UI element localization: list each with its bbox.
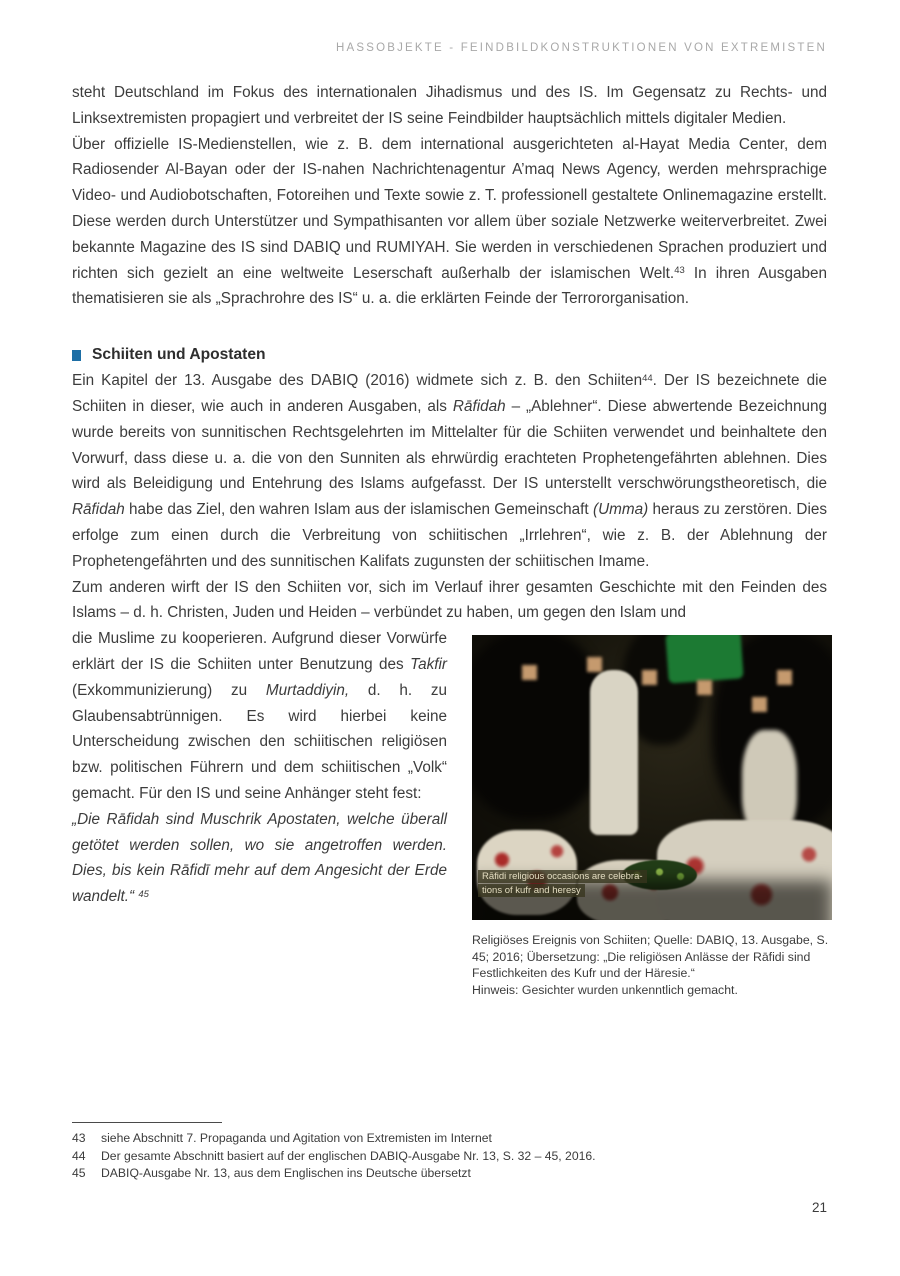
article-figure [472,626,832,998]
paragraph-intro: steht Deutschland im Fokus des internationalen Jihadismus und des IS. Im Gegensatz zu Rechts- und Linksextremisten propagiert und verbreitet der IS seine Feindbilder hauptsächlich mittels digitaler Medien. [72,84,827,127]
paragraph-dabiq: Ein Kapitel der 13. Ausgabe des DABIQ (2016) widmete sich z. B. den Schiiten$^{44}$. Der IS bezeichnete die Schiiten in dieser, wie auch in anderen Ausgaben, als Rāfidah – „Ablehner“. Diese abwertende Bezeichnung wurde bereits von sunnitischen Rechtsgelehrten im Mittelalter für die Schiiten verwendet und beinhaltete den Vorwurf, dass diese u. a. die von den Sunniten als ehrwürdig erachteten Prophetengefährten ablehnen. Dies wird als Beleidigung und Entehrung des Islams aufgefasst. Der IS unterstellt verschwörungstheoretisch, die Rāfidah habe das Ziel, den wahren Islam aus der islamischen Gemeinschaft (Umma) heraus zu zerstören. Dies erfolge zum einen durch die Verbreitung von schiitischen „Irrlehren“, wie z. B. der Ablehnung der Prophetengefährten und des sunnitischen Kalifats zugunsten der schiitischen Imame. [72,372,828,570]
quote-block: „Die Rāfidah sind Muschrik Apostaten, welche überall getötet werden sollen, wo sie angetroffen werden. Dies, bis kein Rāfidī mehr auf dem Angesicht der Erde wandelt.“ $^{45}$ [72,810,447,906]
photo-shape-green-flag [665,635,743,684]
photo-caption [472,932,832,998]
footnote-row [72,1130,827,1148]
text-image-row [72,626,827,998]
photo-shape-blurred-face [752,697,767,712]
left-text-column [72,626,447,910]
footnote-text: siehe Abschnitt 7. Propaganda und Agitation von Extremisten im Internet [101,1131,492,1145]
page-number: 21 [811,1200,827,1215]
paragraph-history-narrow: die Muslime zu kooperieren. Aufgrund dieser Vorwürfe erklärt der IS die Schiiten unter Benutzung des Takfir (Exkommunizierung) zu Murtaddiyin, d. h. zu Glaubensabtrünnigen. Es wird hierbei keine Unterscheidung zwischen den schiitischen religiösen bzw. politischen Führern und dem schiitischen „Volk“ gemacht. Für den IS und seine Anhänger steht fest: [72,630,448,802]
photo-shape-blurred-face [642,670,657,685]
photo-caption-main: Religiöses Ereignis von Schiiten; Quelle: DABIQ, 13. Ausgabe, S. 45; 2016; Übersetzung: „Die religiösen Anlässe der Rāfidi sind Festlichkeiten des Kufr und der Häresie.“ [472,933,829,981]
photo-shape-blurred-face [777,670,792,685]
footnote-row [72,1148,827,1166]
section-bullet-icon [72,350,81,361]
page-content [72,0,827,998]
footnote-number: 45 [72,1166,86,1180]
photo-caption-note: Hinweis: Gesichter wurden unkenntlich gemacht. [472,982,738,997]
photo-shape-blurred-face [522,665,537,680]
paragraph-history-full: Zum anderen wirft der IS den Schiiten vor, sich im Verlauf ihrer gesamten Geschichte mit den Feinden des Islams – d. h. Christen, Juden und Heiden – verbündet zu haben, um gegen den Islam und [72,578,827,622]
footnote-row [72,1165,827,1183]
section-heading [72,342,827,368]
section-heading-label: Schiiten und Apostaten [92,346,266,364]
footnote-number: 43 [72,1131,86,1145]
photo-shape-blurred-face [587,657,602,672]
photo-shape-blurred-face [697,680,712,695]
footnote-text: Der gesamte Abschnitt basiert auf der englischen DABIQ-Ausgabe Nr. 13, S. 32 – 45, 2016. [101,1148,596,1163]
footnote-number: 44 [72,1148,86,1163]
photo-overlay-caption [478,870,647,898]
article-photo [472,635,832,920]
footnote-text: DABIQ-Ausgabe Nr. 13, aus dem Englischen ins Deutsche übersetzt [101,1166,471,1180]
photo-overlay-line-2: tions of kufr and heresy [478,884,585,897]
photo-shape-white-robe-figure [590,670,638,835]
paragraph-media: Über offizielle IS-Medienstellen, wie z. B. dem international ausgerichteten al-Hayat Media Center, dem Radiosender Al-Bayan oder der IS-nahen Nachrichtenagentur A’maq News Agency, werden mehrsprachige Video- und Audiobotschaften, Fotoreihen und Texte sowie z. T. professionell gestaltete Onlinemagazine erstellt. Diese werden durch Unterstützer und Sympathisanten vor allem über soziale Netzwerke weiterverbreitet. Zwei bekannte Magazine des IS sind DABIQ und RUMIYAH. Sie werden in verschiedenen Sprachen produziert und richten sich gezielt an eine weltweite Leserschaft außerhalb der islamischen Welt.$^{43}$ In ihren Ausgaben thematisieren sie als „Sprachrohre des IS“ u. a. die erklärten Feinde der Terrororganisation. [72,135,827,308]
running-header: HASSOBJEKTE - FEINDBILDKONSTRUKTIONEN VON EXTREMISTEN [335,42,827,54]
footnotes-section [72,1122,827,1183]
photo-overlay-line-1: Rāfidi religious occasions are celebra- [478,870,647,883]
footnote-divider [72,1122,222,1123]
